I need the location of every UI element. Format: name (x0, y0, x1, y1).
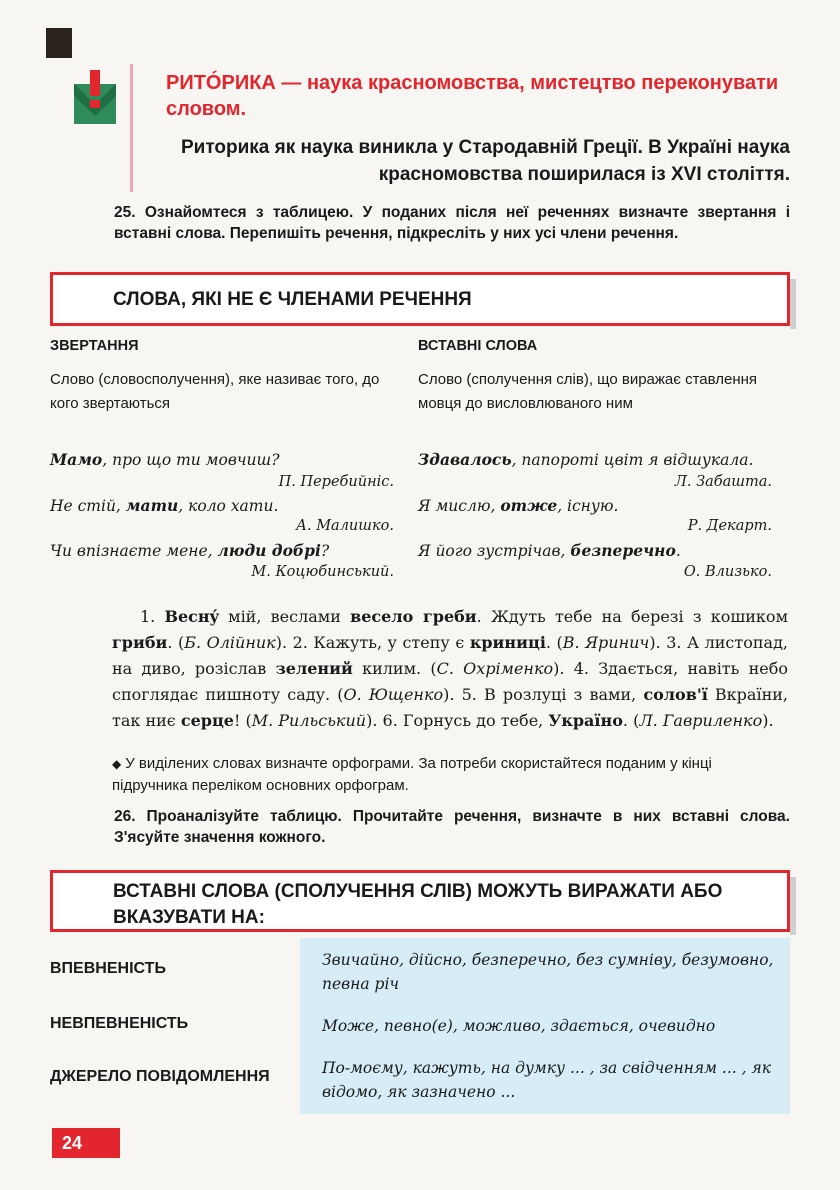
rhetoric-definition-text: — наука красномовства, мистецтво переконувати словом. (166, 72, 779, 120)
task-26: 26. Проаналізуйте таблицю. Прочитайте речення, визначте в них вставні слова. З'ясуйте значення кожного. (114, 808, 790, 846)
rhetoric-definition (166, 70, 786, 122)
address-author-3: М. Коцюбинський. (251, 564, 394, 580)
exercise-sentences: 1. Веснý мій, веслами весело греби. Ждуть тебе на березі з кошиком гриби. (Б. Олійник). 2. Кажуть, у степу є криниці. (В. Яринич). 3. А листопад, на диво, розіслав зелений килим. (С. Охріменко). 4. Здається, навіть небо споглядає пишноту саду. (О. Ющенко). 5. В розлуці з вами, солов'ї Вкраїни, так ниє серце! (М. Рильський). 6. Горнусь до тебе, Україно. (Л. Гавриленко). (112, 607, 789, 730)
orthography-note: ◆ У виділених словах визначте орфограми. За потреби скористайтеся поданим у кінці підручника переліком основних орфограм. (112, 755, 712, 794)
diamond-icon: ◆ (112, 757, 122, 771)
parenthetical-example-2: Я мислю, отже, існую. (418, 496, 619, 515)
parenthetical-author-2: Р. Декарт. (687, 518, 772, 534)
address-example-2: Не стій, мати, коло хати. (50, 496, 279, 515)
address-example-3: Чи впізнаєте мене, люди добрі? (50, 541, 330, 560)
parenthetical-author-3: О. Влизько. (683, 564, 772, 580)
table2-title: ВСТАВНІ СЛОВА (СПОЛУЧЕННЯ СЛІВ) МОЖУТЬ ВИРАЖАТИ АБО ВКАЗУВАТИ НА: (113, 881, 723, 928)
rhetoric-history: Риторика як наука виникла у Стародавній Греції. В Україні наука красномовства поширилася із XVI століття. (180, 137, 790, 185)
table1-header-box (50, 272, 790, 326)
table2-header-box (50, 870, 790, 932)
address-column (50, 338, 400, 416)
rhetoric-divider (130, 64, 133, 192)
task-25: 25. Ознайомтеся з таблицею. У поданих після неї реченнях визначте звертання і вставні слова. Перепишіть речення, підкресліть у них усі члени речення. (114, 204, 790, 242)
rhetoric-term: РИТÓРИКА (166, 72, 276, 94)
table2-label-source: ДЖЕРЕЛО ПОВІДОМЛЕННЯ (50, 1068, 270, 1085)
table2-value-certainty: Звичайно, дійсно, безперечно, без сумніву, безумовно, певна річ (322, 951, 774, 993)
parenthetical-example-1: Здавалось, папороті цвіт я відшукала. (418, 450, 754, 469)
corner-mark (46, 28, 72, 58)
address-author-2: А. Малишко. (296, 518, 394, 534)
exclamation-icon (70, 70, 120, 126)
table2-label-certainty: ВПЕВНЕНІСТЬ (50, 960, 166, 977)
parenthetical-example-3: Я його зустрічав, безперечно. (418, 541, 681, 560)
address-heading: ЗВЕРТАННЯ (50, 338, 139, 354)
rhetoric-section (70, 64, 790, 192)
page-number: 24 (52, 1128, 120, 1158)
table1-title: СЛОВА, ЯКІ НЕ Є ЧЛЕНАМИ РЕЧЕННЯ (113, 289, 472, 310)
parenthetical-author-1: Л. Забашта. (674, 474, 772, 490)
parenthetical-column (418, 338, 778, 416)
address-example-1: Мамо, про що ти мовчиш? (50, 450, 280, 469)
parenthetical-definition: Слово (сполучення слів), що виражає ставлення мовця до висловлюваного ним (418, 371, 758, 412)
parenthetical-heading: ВСТАВНІ СЛОВА (418, 338, 538, 354)
address-definition: Слово (словосполучення), яке називає того, до кого звертаються (50, 371, 380, 412)
address-author-1: П. Перебийніс. (278, 474, 394, 490)
table2-label-uncertainty: НЕВПЕВНЕНІСТЬ (50, 1015, 189, 1032)
table2-value-source: По-моєму, кажуть, на думку ... , за свідченням ... , як відомо, як зазначено ... (322, 1059, 771, 1101)
table2-value-uncertainty: Може, певно(е), можливо, здається, очевидно (322, 1017, 716, 1035)
